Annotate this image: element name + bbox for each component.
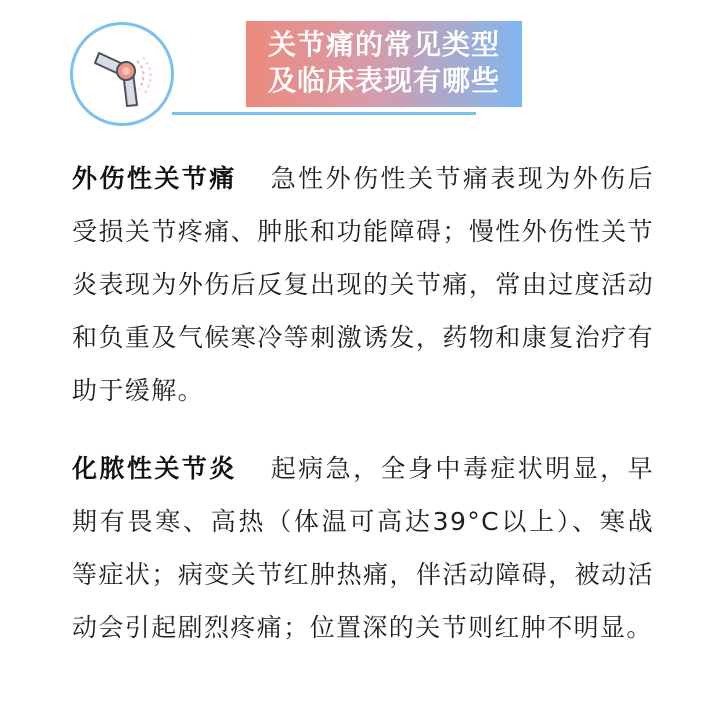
header [0,0,722,140]
section-traumatic-arthralgia [72,152,654,417]
page-title [246,27,522,99]
section-term: 化脓性关节炎 [72,454,237,483]
title-line-2: 及临床表现有哪些 [267,64,500,97]
title-underline [172,112,476,115]
section-term: 外伤性关节痛 [72,164,237,193]
title-line-1: 关节痛的常见类型 [267,28,500,61]
section-text: 起病急，全身中毒症状明显，早期有畏寒、高热（体温可高达39°C以上）、寒战等症状；病变关节红肿热痛，伴活动障碍，被动活动会引起剧烈疼痛；位置深的关节则红肿不明显。 [72,454,654,642]
section-suppurative-arthritis [72,442,654,654]
section-text: 急性外伤性关节痛表现为外伤后受损关节疼痛、肿胀和功能障碍；慢性外伤性关节炎表现为外伤后反复出现的关节痛，常由过度活动和负重及气候寒冷等刺激诱发，药物和康复治疗有助于缓解。 [72,164,654,405]
knee-joint-icon [70,22,174,126]
title-banner [246,21,522,107]
knee-illustration [79,31,165,117]
